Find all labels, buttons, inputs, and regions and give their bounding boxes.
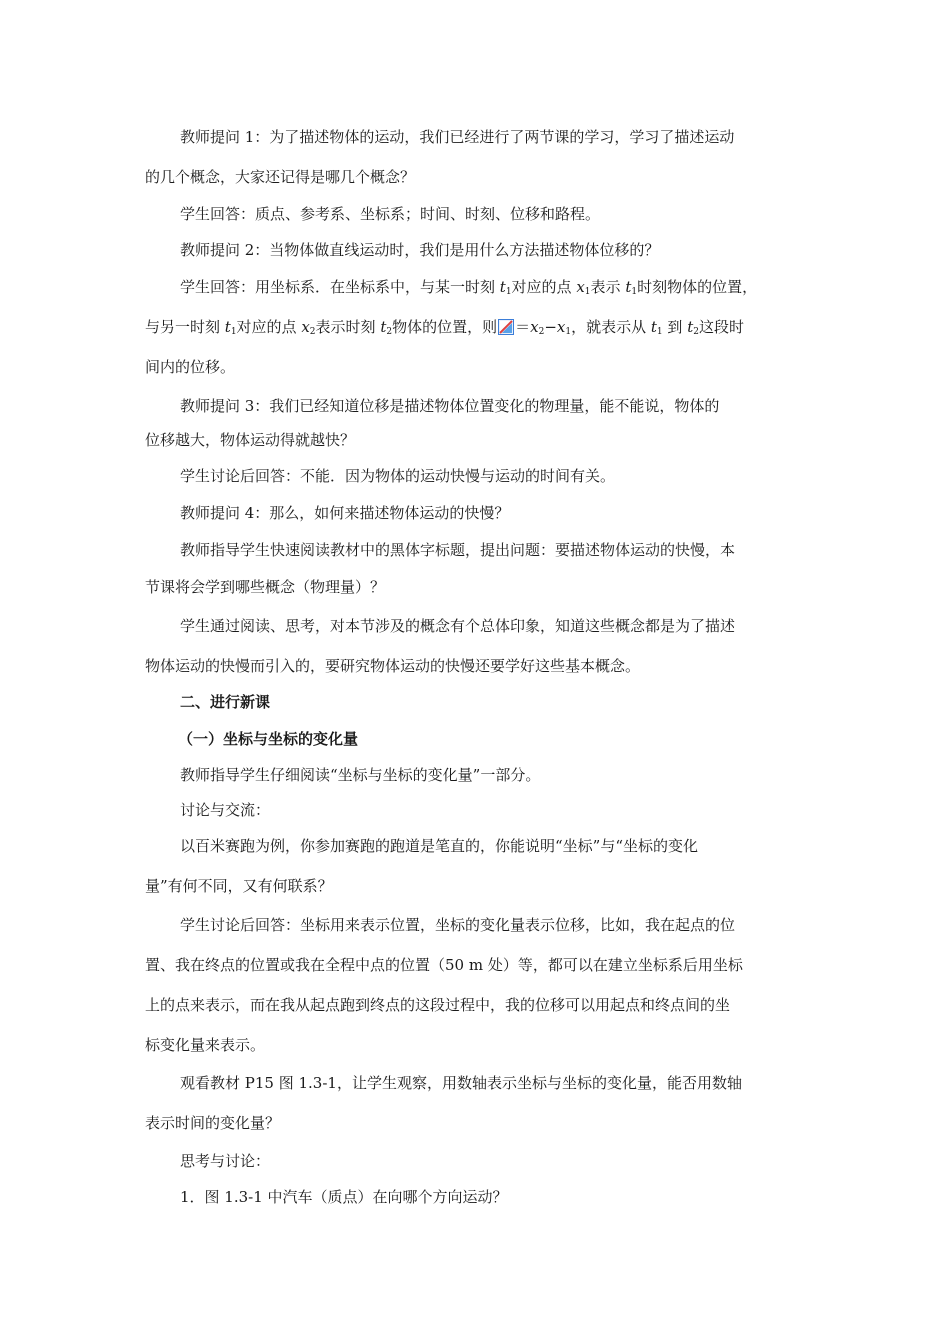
paragraph-line: 学生讨论后回答：不能．因为物体的运动快慢与运动的时间有关。 (180, 467, 616, 485)
paragraph-line: 教师提问 1：为了描述物体的运动，我们已经进行了两节课的学习，学习了描述运动 (180, 128, 735, 146)
paragraph-line: 表示时间的变化量？ (145, 1114, 281, 1132)
paragraph-line: 观看教材 P15 图 1.3-1，让学生观察，用数轴表示坐标与坐标的变化量，能否用数轴 (180, 1074, 742, 1092)
paragraph-line: 置、我在终点的位置或我在全程中点的位置（50 m 处）等，都可以在建立坐标系后用坐标 (145, 956, 743, 974)
delta-x-formula-icon (498, 319, 514, 335)
paragraph-line: 教师提问 3：我们已经知道位移是描述物体位置变化的物理量，能不能说，物体的 (180, 397, 720, 415)
paragraph-line: 量”有何不同，又有何联系？ (145, 877, 333, 895)
paragraph-line: 与另一时刻 $t_1$对应的点 $x_2$表示时刻 $t_2$物体的位置，则 $=x_2-x_1$，就表示从 $t_1$ 到 $t_2$这段时 (145, 318, 744, 337)
paragraph-line: 教师提问 2：当物体做直线运动时，我们是用什么方法描述物体位移的？ (180, 241, 660, 259)
paragraph-line: 教师指导学生快速阅读教材中的黑体字标题，提出问题：要描述物体运动的快慢，本 (180, 541, 736, 559)
paragraph-line: 学生讨论后回答：坐标用来表示位置，坐标的变化量表示位移，比如，我在起点的位 (180, 916, 736, 934)
paragraph-line: 的几个概念，大家还记得是哪几个概念？ (145, 168, 416, 186)
paragraph-line: 学生回答：质点、参考系、坐标系；时间、时刻、位移和路程。 (180, 205, 601, 223)
paragraph-line: 教师提问 4：那么，如何来描述物体运动的快慢？ (180, 504, 510, 522)
paragraph-line: 位移越大，物体运动得就越快？ (145, 431, 356, 449)
paragraph-line: 节课将会学到哪些概念（物理量）？ (145, 578, 386, 596)
paragraph-line: 学生通过阅读、思考，对本节涉及的概念有个总体印象，知道这些概念都是为了描述 (180, 617, 736, 635)
paragraph-line: 讨论与交流： (180, 801, 271, 819)
paragraph-line: 标变化量来表示。 (145, 1036, 266, 1054)
section-heading: 二、进行新课 (180, 693, 271, 711)
paragraph-line: 1．图 1.3-1 中汽车（质点）在向哪个方向运动？ (180, 1188, 508, 1206)
paragraph-line: 学生回答：用坐标系．在坐标系中，与某一时刻 $t_1$对应的点 $x_1$表示 $t_1$时刻物体的位置， (180, 278, 758, 297)
paragraph-line: 物体运动的快慢而引入的，要研究物体运动的快慢还要学好这些基本概念。 (145, 657, 641, 675)
paragraph-line: 思考与讨论： (180, 1152, 271, 1170)
paragraph-line: 教师指导学生仔细阅读“坐标与坐标的变化量”一部分。 (180, 766, 541, 784)
paragraph-line: 以百米赛跑为例，你参加赛跑的跑道是笔直的，你能说明“坐标”与“坐标的变化 (180, 837, 699, 855)
paragraph-line: 间内的位移。 (145, 358, 236, 376)
subsection-heading: （一）坐标与坐标的变化量 (178, 730, 359, 748)
paragraph-line: 上的点来表示，而在我从起点跑到终点的这段过程中，我的位移可以用起点和终点间的坐 (145, 996, 731, 1014)
